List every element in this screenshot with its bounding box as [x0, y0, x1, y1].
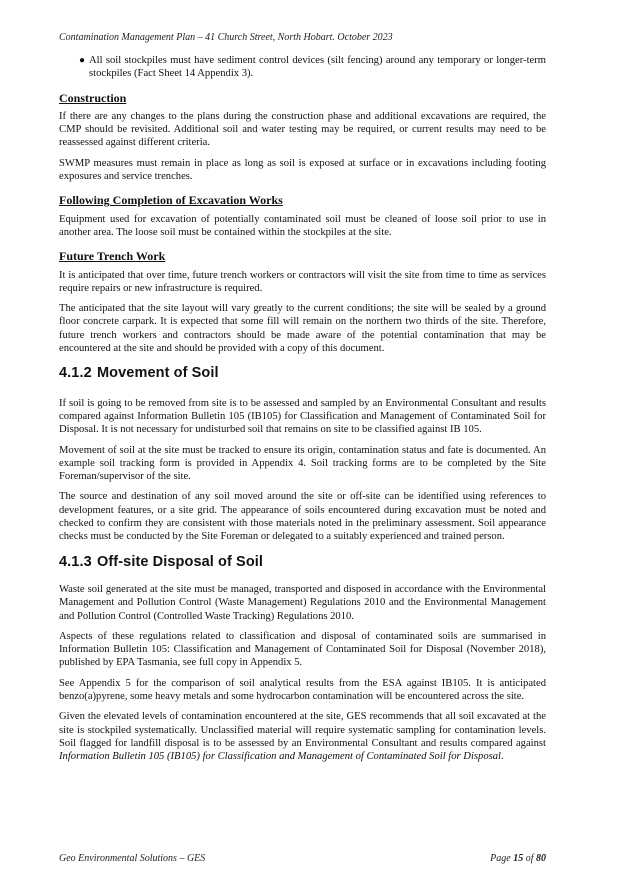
bullet-item [59, 54, 546, 81]
paragraph [59, 710, 546, 763]
section-number: 4.1.3 [59, 553, 92, 570]
page-total: 80 [536, 853, 546, 864]
paragraph: See Appendix 5 for the comparison of soil analytical results from the ESA against IB105. It is anticipated benzo(a)pyrene, some heavy metals and some hydrocarbon contamination will be encountered across the site. [59, 677, 546, 702]
page-body [59, 54, 546, 770]
bullet-text: All soil stockpiles must have sediment control devices (silt fencing) around any temporary or longer-term stockpiles (Fact Sheet 14 Appendix 3). [89, 55, 546, 80]
section-number: 4.1.2 [59, 365, 92, 382]
bullet-dot-icon: ● [79, 55, 86, 66]
italic-reference: Information Bulletin 105 (IB105) for Classification and Management of Contaminated Soil for Disposal [59, 751, 501, 763]
section-title: Movement of Soil [97, 365, 219, 382]
section-title: Off-site Disposal of Soil [97, 553, 264, 570]
paragraph: If there are any changes to the plans during the construction phase and additional excavations are required, the CMP should be revisited. Additional soil and water testing may be required, or current results may need to be reassessed against different criteria. [59, 110, 546, 149]
paragraph: Waste soil generated at the site must be managed, transported and disposed in accordance with the Environmental Management and Pollution Control (Waste Management) Regulations 2010 and the Environmental Management and Pollution Control (Controlled Waste Tracking) Regulations 2010. [59, 583, 546, 622]
paragraph: Movement of soil at the site must be tracked to ensure its origin, contamination status and fate is documented. An example soil tracking form is provided in Appendix 4. Soil tracking forms are to be completed by the Site Foreman/supervisor of the site. [59, 444, 546, 483]
paragraph: Aspects of these regulations related to classification and disposal of contaminated soils are summarised in Information Bulletin 105: Classification and Management of Contaminated Soil for Disposal (November 2018), published by EPA Tasmania, see full copy in Appendix 5. [59, 630, 546, 669]
paragraph: The source and destination of any soil moved around the site or off-site can be identified using references to development features, or a site grid. The appearance of soils encountered during excavation must be noted and checked to confirm they are consistent with those materials noted in the preliminary assessment. Soil appearance checks must be conducted by the Site Foreman or delegated to a suitably experienced and trained person. [59, 491, 546, 543]
section-heading-movement [59, 367, 546, 380]
page-number [490, 853, 546, 864]
page-of: of [523, 853, 536, 864]
paragraph: Equipment used for excavation of potentially contaminated soil must be cleaned of loose soil prior to use in another area. The loose soil must be contained within the stockpiles at the site. [59, 213, 546, 238]
section-heading-disposal [59, 553, 546, 570]
heading-construction: Construction [59, 90, 127, 105]
page-current: 15 [513, 853, 524, 864]
paragraph-text: Given the elevated levels of contamination encountered at the site, GES recommends that all soil excavated at the site is stockpiled systematically. Unclassified material will require systematic sampling for contamination levels. Soil flagged for landfill disposal is to be assessed by an Environmental Consultant and results compared against [59, 711, 546, 749]
heading-following-completion: Following Completion of Excavation Works [59, 193, 283, 208]
paragraph-end: . [500, 751, 504, 763]
heading-future-trench-work: Future Trench Work [59, 249, 166, 264]
footer-company: Geo Environmental Solutions – GES [59, 853, 206, 864]
paragraph: It is anticipated that over time, future trench workers or contractors will visit the site from time to time as services require repairs or new infrastructure is required. [59, 269, 546, 294]
paragraph: If soil is going to be removed from site is to be assessed and sampled by an Environmental Consultant and results compared against Information Bulletin 105 (IB105) for Classification and Management of Contaminated Soil for Disposal. It is not necessary for undisturbed soil that remains on site to be classified against IB 105. [59, 397, 546, 436]
paragraph: The anticipated that the site layout will vary greatly to the current conditions; the site will be sealed by a ground floor concrete carpark. It is expected that some fill will remain on the northern two thirds of the site. Therefore, future trench workers and contractors should be made aware of the potential contamination that may be encountered at the site and should be provided with a copy of this document. [59, 303, 546, 355]
page-label: Page [490, 853, 514, 864]
running-header: Contamination Management Plan – 41 Church Street, North Hobart. October 2023 [59, 32, 393, 43]
paragraph: SWMP measures must remain in place as long as soil is exposed at surface or in excavations including footing exposures and service trenches. [59, 157, 546, 183]
